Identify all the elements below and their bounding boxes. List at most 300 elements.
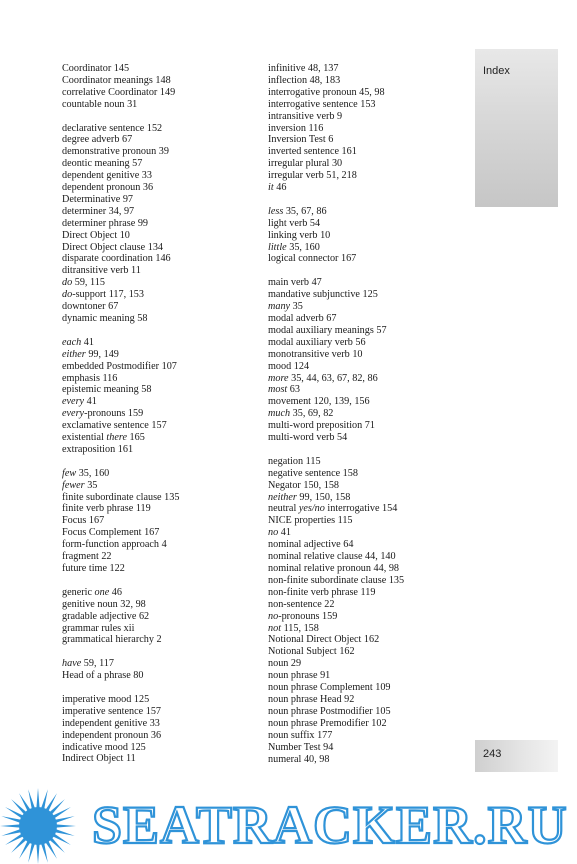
index-term: future time — [62, 563, 107, 575]
index-column-left — [62, 63, 252, 777]
index-group — [268, 63, 468, 194]
index-pages: 34, 97 — [108, 205, 135, 217]
index-pages: 177 — [317, 729, 333, 741]
index-it: little — [268, 241, 287, 253]
index-pages: 92 — [344, 693, 355, 705]
index-it: most — [268, 384, 288, 396]
index-entry — [62, 230, 252, 242]
index-term: inversion — [268, 122, 306, 134]
index-column-right — [268, 63, 468, 777]
index-entry — [268, 349, 468, 361]
index-term: negation — [268, 455, 304, 467]
index-entry — [268, 158, 468, 170]
index-entry — [62, 658, 252, 670]
index-term: degree adverb — [62, 134, 120, 146]
index-term: correlative Coordinator — [62, 86, 158, 98]
index-entry — [62, 730, 252, 742]
index-entry — [268, 99, 468, 111]
watermark-text: SEATRACKER.RU — [92, 795, 568, 855]
index-term: modal auxiliary meanings — [268, 324, 374, 336]
index-term: interrogative sentence — [268, 98, 358, 110]
index-term: logical connector — [268, 253, 339, 265]
index-entry — [268, 599, 468, 611]
index-term: form-function approach — [62, 539, 160, 551]
index-entry — [268, 432, 468, 444]
index-entry — [62, 539, 252, 551]
index-pages: 122 — [109, 563, 125, 575]
index-term: emphasis — [62, 372, 100, 384]
index-entry — [62, 361, 252, 373]
index-group — [62, 587, 252, 647]
index-entry — [268, 539, 468, 551]
index-pages: 99 — [137, 217, 148, 229]
index-term: Direct Object clause — [62, 241, 146, 253]
index-pages: 54 — [309, 217, 321, 229]
index-term: Negator — [268, 479, 301, 491]
index-entry — [62, 384, 252, 396]
index-pages: 145 — [113, 63, 130, 74]
index-pages: 57 — [132, 158, 143, 170]
index-entry — [62, 182, 252, 194]
index-pages: 146 — [155, 253, 171, 265]
index-entry — [62, 194, 252, 206]
index-entry — [268, 420, 468, 432]
index-entry — [268, 325, 468, 337]
index-entry — [268, 289, 468, 301]
index-entry — [268, 146, 468, 158]
index-pages: 33 — [149, 717, 160, 729]
index-pages: 119 — [135, 503, 151, 515]
index-entry — [268, 75, 468, 87]
index-entry — [62, 206, 252, 218]
index-it: more — [268, 372, 289, 384]
index-term: Number Test — [268, 741, 321, 753]
index-term: determiner phrase — [62, 217, 136, 229]
index-term: countable noun — [62, 98, 125, 110]
index-entry — [62, 63, 252, 75]
index-term: -pronouns — [278, 610, 320, 622]
index-entry — [268, 551, 468, 563]
index-pages: 120, 139, 156 — [313, 396, 370, 408]
index-entry — [268, 742, 468, 754]
index-pages: 167 — [144, 527, 160, 539]
index-entry — [268, 111, 468, 123]
index-term: Notional Subject — [268, 646, 337, 658]
index-pages: 64 — [343, 539, 354, 551]
index-term: noun phrase — [268, 670, 318, 682]
index-entry — [62, 242, 252, 254]
index-pages: 40, 98 — [303, 753, 330, 765]
index-it: no — [268, 610, 279, 622]
index-entry — [62, 670, 252, 682]
index-entry — [268, 170, 468, 182]
index-pages: 105 — [375, 705, 391, 717]
index-it: fewer — [62, 479, 85, 491]
index-term: movement — [268, 396, 312, 408]
index-term: extraposition — [62, 443, 116, 455]
index-entry — [62, 170, 252, 182]
index-term: modal adverb — [268, 313, 324, 324]
index-entry — [62, 265, 252, 277]
index-term: finite verb phrase — [62, 503, 134, 515]
index-entry — [62, 468, 252, 480]
index-entry — [268, 587, 468, 599]
index-pages: 99, 149 — [88, 348, 119, 360]
index-term: Coordinator — [62, 63, 112, 74]
index-pages: 48, 137 — [307, 63, 339, 74]
index-entry — [268, 670, 468, 682]
index-entry — [268, 503, 468, 515]
index-pages: 97 — [122, 193, 134, 205]
index-pages: 30 — [331, 158, 343, 170]
index-pages: 158 — [342, 467, 358, 479]
index-term: grammatical hierarchy — [62, 634, 154, 646]
index-pages: 2 — [156, 634, 162, 646]
index-pages: 44, 140 — [365, 551, 396, 563]
index-pages: 11 — [125, 753, 136, 765]
index-it2: there — [106, 432, 127, 444]
index-pages: 35 — [87, 479, 98, 491]
index-pages: 59, 117 — [83, 658, 114, 670]
index-pages: 33 — [141, 170, 152, 182]
index-group — [268, 456, 468, 766]
index-pages: 54 — [337, 432, 348, 444]
index-entry — [62, 349, 252, 361]
index-pages: 115 — [305, 455, 321, 467]
index-term: non-sentence — [268, 598, 322, 610]
index-pages: 162 — [339, 646, 355, 658]
index-pages: 44, 98 — [373, 563, 399, 575]
index-term: non-finite subordinate clause — [268, 574, 387, 586]
index-pages: 35, 160 — [78, 467, 110, 479]
index-entry — [268, 575, 468, 587]
index-pages: 161 — [117, 443, 134, 455]
index-entry — [62, 515, 252, 527]
index-entry — [62, 492, 252, 504]
index-pages: 48, 183 — [309, 74, 341, 86]
index-pages: 67 — [326, 313, 337, 324]
index-pages: 80 — [133, 670, 144, 682]
index-entry — [268, 396, 468, 408]
index-pages: 153 — [360, 98, 376, 110]
index-term: monotransitive verb — [268, 348, 350, 360]
index-entry — [268, 634, 468, 646]
index-pages: 167 — [340, 253, 357, 265]
index-term: genitive noun — [62, 598, 118, 610]
index-pages: 91 — [320, 670, 331, 682]
index-pages: 47 — [311, 277, 322, 289]
index-entry — [268, 206, 468, 218]
index-entry — [62, 123, 252, 135]
index-term: downtoner — [62, 301, 106, 313]
index-term: intransitive verb — [268, 110, 335, 122]
index-term: indicative mood — [62, 741, 128, 753]
index-term: linking verb — [268, 229, 318, 241]
index-pages: 41 — [83, 336, 94, 348]
index-pages: 57 — [376, 324, 387, 336]
index-entry — [268, 754, 468, 766]
index-term: inverted sentence — [268, 146, 339, 158]
page-number-box — [475, 740, 558, 772]
index-group — [268, 206, 468, 266]
page-number: 243 — [483, 748, 502, 760]
index-it2: one — [94, 586, 110, 598]
index-pages: 115, 158 — [283, 622, 319, 634]
index-entry — [268, 313, 468, 325]
index-term: noun phrase Premodifier — [268, 717, 369, 729]
index-term: interrogative pronoun — [268, 86, 357, 98]
index-it: every — [62, 396, 85, 408]
index-group — [268, 277, 468, 444]
index-pages: 36 — [142, 182, 154, 194]
index-term: Inversion Test — [268, 134, 326, 146]
index-pages: 41 — [280, 527, 291, 539]
index-pages: 36 — [150, 729, 162, 741]
index-pages: 32, 98 — [120, 598, 146, 610]
index-it2: yes/no — [298, 503, 325, 515]
index-term: irregular plural — [268, 158, 330, 170]
index-entry — [62, 623, 252, 635]
index-term: noun phrase Complement — [268, 682, 373, 694]
index-group — [62, 123, 252, 325]
index-term: inflection — [268, 74, 308, 86]
index-term: noun phrase Postmodifier — [268, 705, 373, 717]
index-term: Focus Complement — [62, 527, 142, 539]
index-entry — [268, 623, 468, 635]
index-term: modal auxiliary verb — [268, 336, 353, 348]
index-pages: 67 — [121, 134, 133, 146]
index-term: noun — [268, 658, 289, 670]
index-term: existential — [62, 432, 104, 444]
index-entry — [268, 242, 468, 254]
index-term: NICE properties — [268, 515, 336, 527]
index-pages: 63 — [289, 384, 300, 396]
index-term: Determinative — [62, 193, 121, 205]
index-term: independent pronoun — [62, 729, 149, 741]
index-term: ditransitive verb — [62, 265, 129, 277]
index-entry — [268, 373, 468, 385]
index-term: main verb — [268, 277, 310, 289]
index-pages: 99, 150, 158 — [299, 491, 351, 503]
index-entry — [268, 384, 468, 396]
index-entry — [268, 87, 468, 99]
index-entry — [268, 646, 468, 658]
index-pages: 159 — [322, 610, 338, 622]
index-pages: 125 — [130, 741, 146, 753]
index-entry — [268, 563, 468, 575]
index-entry — [62, 527, 252, 539]
index-pages: 10 — [119, 229, 130, 241]
index-pages: 107 — [161, 360, 177, 372]
index-group — [62, 337, 252, 456]
index-pages: 22 — [324, 598, 335, 610]
index-entry — [268, 480, 468, 492]
index-pages: 31 — [127, 98, 138, 110]
index-term: irregular verb — [268, 170, 324, 182]
index-pages: 125 — [362, 289, 378, 301]
index-term2: interrogative — [327, 503, 380, 515]
index-pages: 62 — [138, 610, 150, 622]
index-pages: 109 — [375, 682, 391, 694]
index-pages: 29 — [290, 658, 302, 670]
index-group — [62, 63, 252, 111]
index-pages: 41 — [86, 396, 97, 408]
index-pages: 10 — [320, 229, 331, 241]
index-entry — [62, 313, 252, 325]
index-pages: 4 — [161, 539, 167, 551]
index-pages: 115 — [337, 515, 353, 527]
sun-icon — [0, 788, 76, 864]
index-entry — [62, 301, 252, 313]
index-term: nominal relative clause — [268, 551, 363, 563]
index-entry — [62, 634, 252, 646]
index-term: independent genitive — [62, 717, 148, 729]
index-pages: 11 — [131, 265, 141, 277]
index-pages: 157 — [151, 420, 167, 432]
index-entry — [268, 337, 468, 349]
index-entry — [62, 718, 252, 730]
index-term: negative sentence — [268, 467, 341, 479]
index-term: multi-word verb — [268, 432, 335, 444]
index-entry — [62, 75, 252, 87]
index-term: neutral — [268, 503, 297, 515]
index-pages: 56 — [355, 336, 366, 348]
index-pages: 167 — [88, 515, 105, 527]
index-pages: 39 — [158, 146, 169, 158]
index-pages: 116 — [102, 372, 118, 384]
index-pages: 35 — [292, 301, 303, 313]
index-entry — [62, 563, 252, 575]
index-entry — [268, 730, 468, 742]
index-pages: 159 — [127, 408, 144, 420]
index-pages: 22 — [101, 551, 112, 563]
index-pages: 35, 44, 63, 67, 82, 86 — [291, 372, 378, 384]
index-pages: 45, 98 — [359, 86, 385, 98]
index-term: dependent genitive — [62, 170, 140, 182]
index-pages: 125 — [133, 693, 150, 705]
index-term: numeral — [268, 753, 302, 765]
index-it: either — [62, 348, 86, 360]
index-term: Direct Object — [62, 229, 118, 241]
index-pages: 46 — [111, 586, 122, 598]
index-entry — [268, 718, 468, 730]
index-term: demonstrative pronoun — [62, 146, 157, 158]
index-term: epistemic meaning — [62, 384, 139, 396]
index-pages: 149 — [159, 86, 176, 98]
index-pages: 124 — [293, 360, 310, 372]
index-tab — [475, 49, 558, 207]
index-entry — [62, 396, 252, 408]
index-entry — [62, 551, 252, 563]
index-it: less — [268, 205, 284, 217]
index-term: dynamic meaning — [62, 313, 135, 325]
index-pages: 154 — [382, 503, 398, 515]
index-it: neither — [268, 491, 297, 503]
index-pages: 162 — [363, 634, 380, 646]
index-term: Head of a phrase — [62, 670, 131, 682]
index-entry — [62, 420, 252, 432]
index-term: -support — [72, 289, 107, 301]
index-term: imperative sentence — [62, 705, 144, 717]
index-pages: 119 — [360, 586, 376, 598]
index-entry — [62, 706, 252, 718]
index-pages: 58 — [137, 313, 148, 325]
index-pages: 148 — [155, 74, 171, 86]
index-term: imperative mood — [62, 693, 132, 705]
index-entry — [62, 480, 252, 492]
index-pages: 135 — [388, 574, 405, 586]
index-pages: 117, 153 — [108, 289, 144, 301]
index-term: generic — [62, 586, 92, 598]
index-entry — [62, 373, 252, 385]
index-entry — [62, 742, 252, 754]
index-pages: 152 — [146, 122, 163, 134]
index-term: declarative sentence — [62, 122, 145, 134]
index-term: Indirect Object — [62, 753, 124, 765]
index-pages: 67 — [108, 301, 119, 313]
index-entry — [62, 503, 252, 515]
index-it: every — [62, 408, 85, 420]
index-pages: 165 — [129, 432, 145, 444]
index-entry — [62, 289, 252, 301]
index-it: each — [62, 336, 82, 348]
index-term: Focus — [62, 515, 87, 527]
index-group — [62, 468, 252, 575]
index-pages: 94 — [323, 741, 334, 753]
index-entry — [62, 611, 252, 623]
index-term: grammar rules — [62, 622, 122, 634]
index-entry — [62, 337, 252, 349]
index-entry — [268, 277, 468, 289]
index-entry — [268, 134, 468, 146]
index-pages: 35, 160 — [289, 241, 320, 253]
index-term: mandative subjunctive — [268, 289, 360, 301]
index-entry — [62, 694, 252, 706]
index-entry — [268, 63, 468, 75]
index-term: determiner — [62, 205, 107, 217]
index-term: light verb — [268, 217, 308, 229]
index-term: finite subordinate clause — [62, 491, 162, 503]
index-term: nominal relative pronoun — [268, 563, 371, 575]
index-pages: 35, 67, 86 — [285, 205, 327, 217]
index-entry — [62, 277, 252, 289]
index-it: few — [62, 467, 77, 479]
index-entry — [268, 408, 468, 420]
index-term: disparate coordination — [62, 253, 153, 265]
index-term: nominal adjective — [268, 539, 341, 551]
index-pages: 6 — [328, 134, 334, 146]
index-it: no — [268, 527, 279, 539]
index-entry — [268, 468, 468, 480]
index-term: -pronouns — [84, 408, 126, 420]
index-pages: 59, 115 — [74, 277, 105, 289]
index-entry — [62, 146, 252, 158]
index-it: have — [62, 658, 82, 670]
index-pages: 46 — [276, 182, 287, 194]
index-pages: xii — [123, 622, 135, 634]
index-entry — [62, 432, 252, 444]
index-entry — [268, 230, 468, 242]
index-entry — [268, 123, 468, 135]
index-it: much — [268, 408, 291, 420]
index-entry — [268, 218, 468, 230]
index-it: do — [62, 277, 73, 289]
index-entry — [62, 134, 252, 146]
index-pages: 161 — [341, 146, 357, 158]
index-pages: 102 — [371, 717, 387, 729]
index-pages: 51, 218 — [326, 170, 357, 182]
index-term: embedded Postmodifier — [62, 360, 160, 372]
